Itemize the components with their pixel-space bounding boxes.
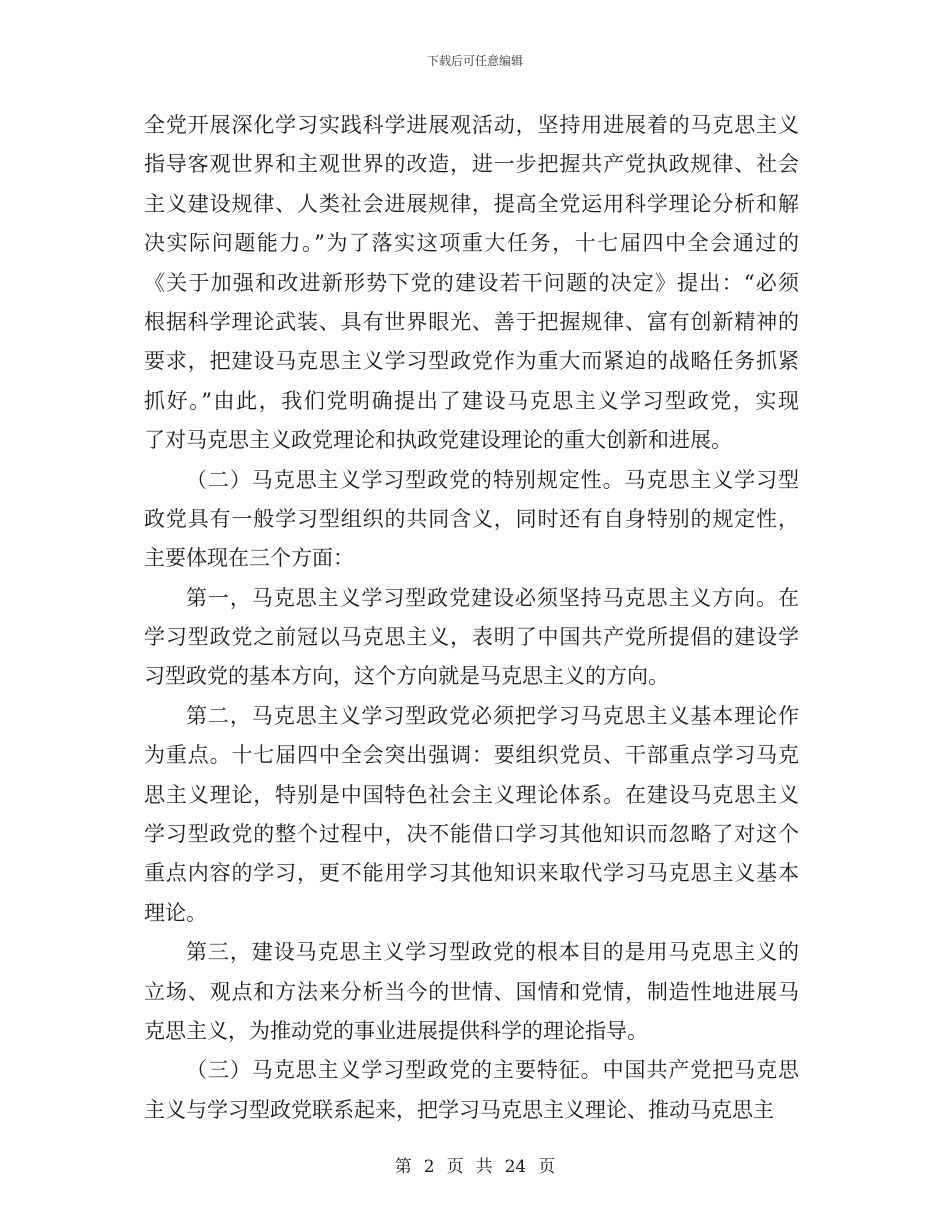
footer-total-word: 共 <box>475 1157 493 1177</box>
document-body <box>144 106 799 1130</box>
paragraph <box>144 933 799 1051</box>
footer-page-word: 页 <box>446 1157 464 1177</box>
text-line: 抓好。”由此，我们党明确提出了建设马克思主义学习型政党，实现 <box>144 388 799 413</box>
footer-prefix: 第 <box>394 1157 412 1177</box>
page-header: 下载后可任意编辑 <box>426 54 523 68</box>
text-line: 主义建设规律、人类社会进展规律，提高全党运用科学理论分析和解 <box>144 191 799 216</box>
text-line: 指导客观世界和主观世界的改造，进一步把握共产党执政规律、社会 <box>144 152 799 177</box>
footer-suffix: 页 <box>538 1157 556 1177</box>
text-line: 为重点。十七届四中全会突出强调：要组织党员、干部重点学习马克 <box>144 743 799 768</box>
paragraph <box>144 461 799 579</box>
text-line: 要求，把建设马克思主义学习型政党作为重大而紧迫的战略任务抓紧 <box>144 349 799 374</box>
text-line: 第二，马克思主义学习型政党必须把学习马克思主义基本理论作 <box>186 703 799 728</box>
page-footer <box>0 1152 950 1177</box>
footer-total-pages: 24 <box>504 1157 527 1177</box>
text-line: 主要体现在三个方面： <box>144 546 354 571</box>
text-line: 决实际问题能力。”为了落实这项重大任务，十七届四中全会通过的 <box>144 231 799 256</box>
footer-page-number: 2 <box>423 1157 435 1177</box>
text-line: 根据科学理论武装、具有世界眼光、善于把握规律、富有创新精神的 <box>144 309 799 334</box>
text-line: （三）马克思主义学习型政党的主要特征。中国共产党把马克思 <box>186 1058 799 1083</box>
text-line: 习型政党的基本方向，这个方向就是马克思主义的方向。 <box>144 664 669 689</box>
paragraph <box>144 106 799 461</box>
text-line: 了对马克思主义政党理论和执政党建设理论的重大创新和进展。 <box>144 428 732 453</box>
text-line: 克思主义，为推动党的事业进展提供科学的理论指导。 <box>144 1018 648 1043</box>
text-line: 学习型政党的整个过程中，决不能借口学习其他知识而忽略了对这个 <box>144 822 799 847</box>
text-line: 第一，马克思主义学习型政党建设必须坚持马克思主义方向。在 <box>186 585 799 610</box>
text-line: 《关于加强和改进新形势下党的建设若干问题的决定》提出：“必须 <box>144 270 799 295</box>
text-line: 理论。 <box>144 900 207 925</box>
text-line: 主义与学习型政党联系起来，把学习马克思主义理论、推动马克思主 <box>144 1097 774 1122</box>
paragraph <box>144 697 799 933</box>
text-line: （二）马克思主义学习型政党的特别规定性。马克思主义学习型 <box>186 467 799 492</box>
text-line: 学习型政党之前冠以马克思主义，表明了中国共产党所提倡的建设学 <box>144 625 799 650</box>
text-line: 思主义理论，特别是中国特色社会主义理论体系。在建设马克思主义 <box>144 782 799 807</box>
text-line: 政党具有一般学习型组织的共同含义，同时还有自身特别的规定性， <box>144 506 799 531</box>
text-line: 全党开展深化学习实践科学进展观活动，坚持用进展着的马克思主义 <box>144 113 799 137</box>
paragraph <box>144 579 799 697</box>
text-line: 重点内容的学习，更不能用学习其他知识来取代学习马克思主义基本 <box>144 861 799 886</box>
paragraph <box>144 1051 799 1130</box>
text-line: 立场、观点和方法来分析当今的世情、国情和党情，制造性地进展马 <box>144 979 799 1004</box>
text-line: 第三，建设马克思主义学习型政党的根本目的是用马克思主义的 <box>186 940 799 965</box>
